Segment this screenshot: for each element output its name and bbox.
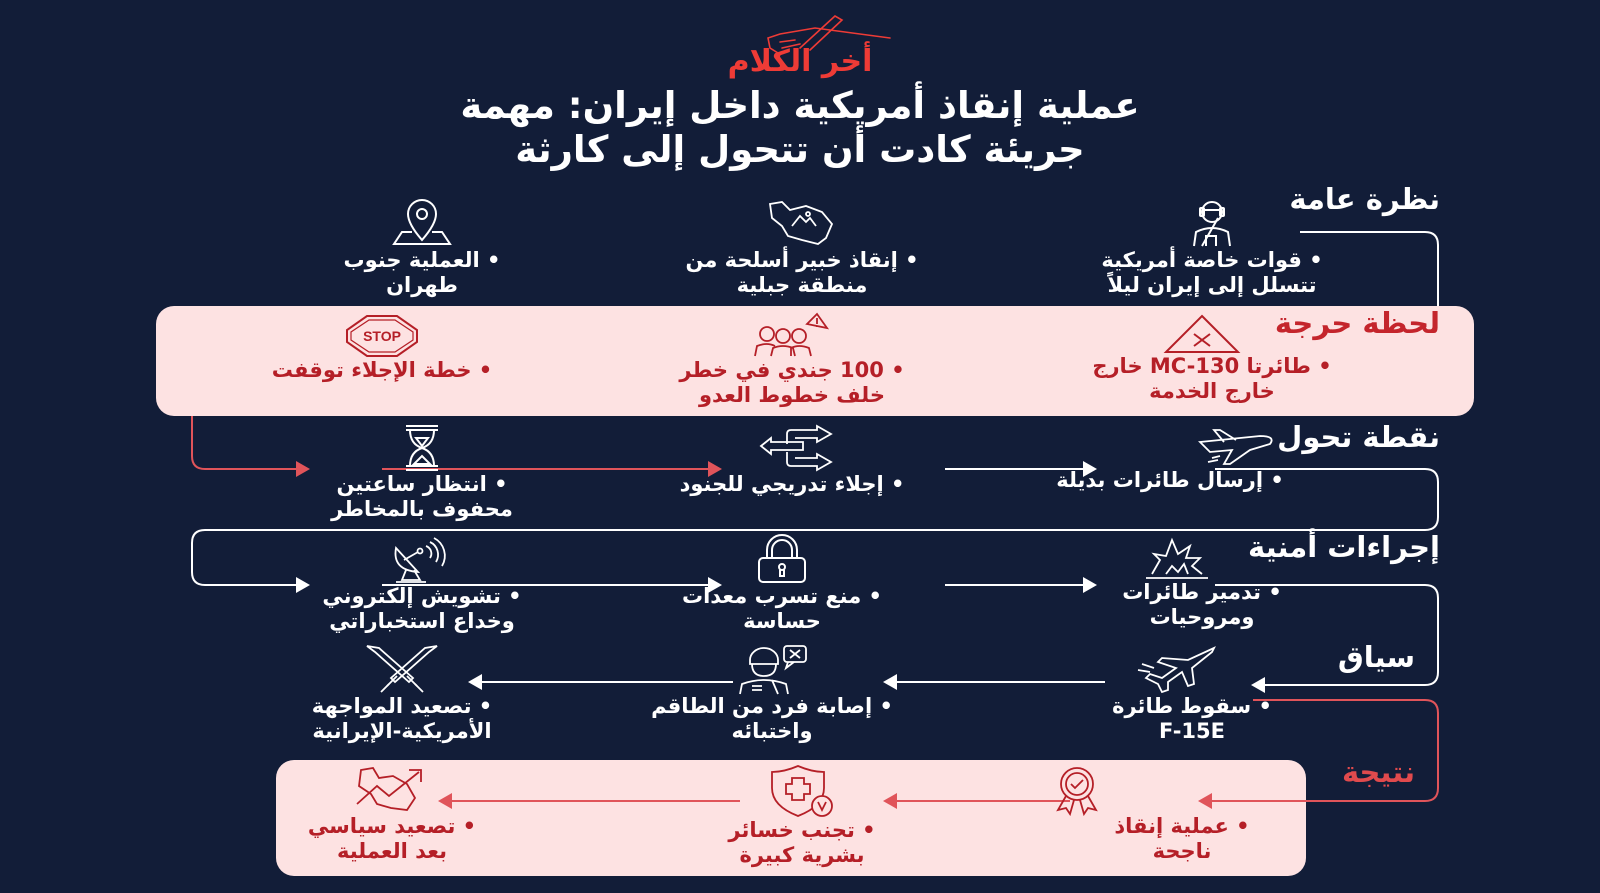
svg-text:STOP: STOP xyxy=(363,328,401,344)
section-title-turning-point: نقطة تحول xyxy=(1277,420,1440,454)
critical-item-3-line-1: • خطة الإجلاء توقفت xyxy=(232,358,532,383)
turning-item-1 xyxy=(1020,424,1320,493)
critical-item-2-line-2: خلف خطوط العدو xyxy=(698,383,886,407)
padlock-icon xyxy=(747,536,817,584)
title-line-2: جريئة كادت أن تتحول إلى كارثة xyxy=(515,128,1085,171)
context-item-2-line-1: • إصابة فرد من الطاقم xyxy=(622,694,922,719)
injured-soldier-icon xyxy=(722,644,822,694)
overview-item-1-line-1: • قوات خاصة أمريكية xyxy=(1062,248,1362,273)
security-item-1-line-1: • تدمير طائرات xyxy=(1052,580,1352,605)
section-title-result: نتيجة xyxy=(1341,755,1415,789)
award-badge-check-icon xyxy=(1042,764,1112,814)
warning-x-triangle-icon xyxy=(1162,314,1242,354)
critical-item-3 xyxy=(232,314,532,383)
context-item-3 xyxy=(252,644,552,744)
turning-item-2 xyxy=(642,424,942,497)
context-item-3-line-2: الأمريكية-الإيرانية xyxy=(312,719,492,743)
section-title-security-measures: إجراءات أمنية xyxy=(1248,530,1440,564)
overview-item-2-line-1: • إنقاذ خبير أسلحة من xyxy=(652,248,952,273)
section-title-context: سياق xyxy=(1337,640,1415,674)
security-item-2-line-2: حساسة xyxy=(743,609,821,633)
overview-item-2-line-2: منطقة جبلية xyxy=(736,273,868,297)
security-item-3 xyxy=(272,536,572,634)
result-item-1-line-2: ناجحة xyxy=(1152,839,1212,863)
explosion-icon xyxy=(1142,536,1212,580)
critical-item-2-line-1: • 100 جندي في خطر xyxy=(642,358,942,383)
stop-sign-icon xyxy=(337,314,427,358)
section-title-overview: نظرة عامة xyxy=(1289,182,1440,216)
overview-item-2 xyxy=(652,198,952,298)
result-item-2-line-1: • تجنب خسائر xyxy=(652,818,952,843)
context-item-3-line-1: • تصعيد المواجهة xyxy=(252,694,552,719)
turning-item-1-line-1: • إرسال طائرات بديلة xyxy=(1020,468,1320,493)
context-item-2 xyxy=(622,644,922,744)
turning-item-2-line-1: • إجلاء تدريجي للجنود xyxy=(642,472,942,497)
title-line-1: عملية إنقاذ أمريكية داخل إيران: مهمة xyxy=(460,84,1140,127)
exchange-arrows-icon xyxy=(747,424,837,472)
critical-item-2 xyxy=(642,314,942,408)
overview-item-3-line-1: • العملية جنوب xyxy=(272,248,572,273)
context-item-1-line-1: • سقوط طائرة xyxy=(1042,694,1342,719)
crossed-swords-icon xyxy=(357,644,447,694)
security-item-3-line-1: • تشويش إلكتروني xyxy=(272,584,572,609)
result-item-2-line-2: بشرية كبيرة xyxy=(739,843,865,867)
page-title xyxy=(280,84,1320,172)
context-item-1-line-2: F-15E xyxy=(1159,719,1225,743)
overview-item-1-line-2: تتسلل إلى إيران ليلاً xyxy=(1107,273,1317,297)
overview-item-3 xyxy=(272,198,572,298)
critical-item-1-line-2: خارج الخدمة xyxy=(1149,379,1275,403)
security-item-2 xyxy=(632,536,932,634)
context-item-1 xyxy=(1042,644,1342,744)
turning-item-3 xyxy=(272,424,572,522)
result-item-1 xyxy=(1032,764,1332,864)
hourglass-icon xyxy=(392,424,452,472)
medical-shield-icon xyxy=(762,764,842,818)
result-item-1-line-1: • عملية إنقاذ xyxy=(1032,814,1332,839)
soldiers-warning-icon xyxy=(747,314,837,358)
result-item-3-line-2: بعد العملية xyxy=(336,839,448,863)
map-trend-arrow-icon xyxy=(347,764,437,814)
security-item-2-line-1: • منع تسرب معدات xyxy=(632,584,932,609)
context-item-2-line-2: واختبائه xyxy=(731,719,813,743)
critical-item-1 xyxy=(1062,314,1362,404)
security-item-3-line-2: وخداع استخباراتي xyxy=(329,609,515,633)
result-item-3-line-1: • تصعيد سياسي xyxy=(242,814,542,839)
result-item-2 xyxy=(652,764,952,868)
result-item-3 xyxy=(242,764,542,864)
overview-item-3-line-2: طهران xyxy=(386,273,458,297)
iran-map-mountain-icon xyxy=(762,198,842,248)
location-pin-icon xyxy=(382,198,462,248)
turning-item-3-line-2: محفوف بالمخاطر xyxy=(331,497,513,521)
turning-item-3-line-1: • انتظار ساعتين xyxy=(272,472,572,497)
airplane-icon xyxy=(1190,424,1280,468)
overview-item-1 xyxy=(1062,198,1362,298)
section-title-critical-moment: لحظة حرجة xyxy=(1274,306,1440,340)
brand-logo xyxy=(650,8,950,78)
brand-name: أخر الكلام xyxy=(727,44,873,79)
security-item-1 xyxy=(1052,536,1352,630)
critical-item-1-line-1: • طائرتا MC-130 خارج xyxy=(1062,354,1362,379)
soldier-icon xyxy=(1182,198,1242,248)
security-item-1-line-2: ومروحيات xyxy=(1149,605,1255,629)
satellite-dish-icon xyxy=(382,536,462,584)
fighter-jet-icon xyxy=(1132,644,1222,694)
